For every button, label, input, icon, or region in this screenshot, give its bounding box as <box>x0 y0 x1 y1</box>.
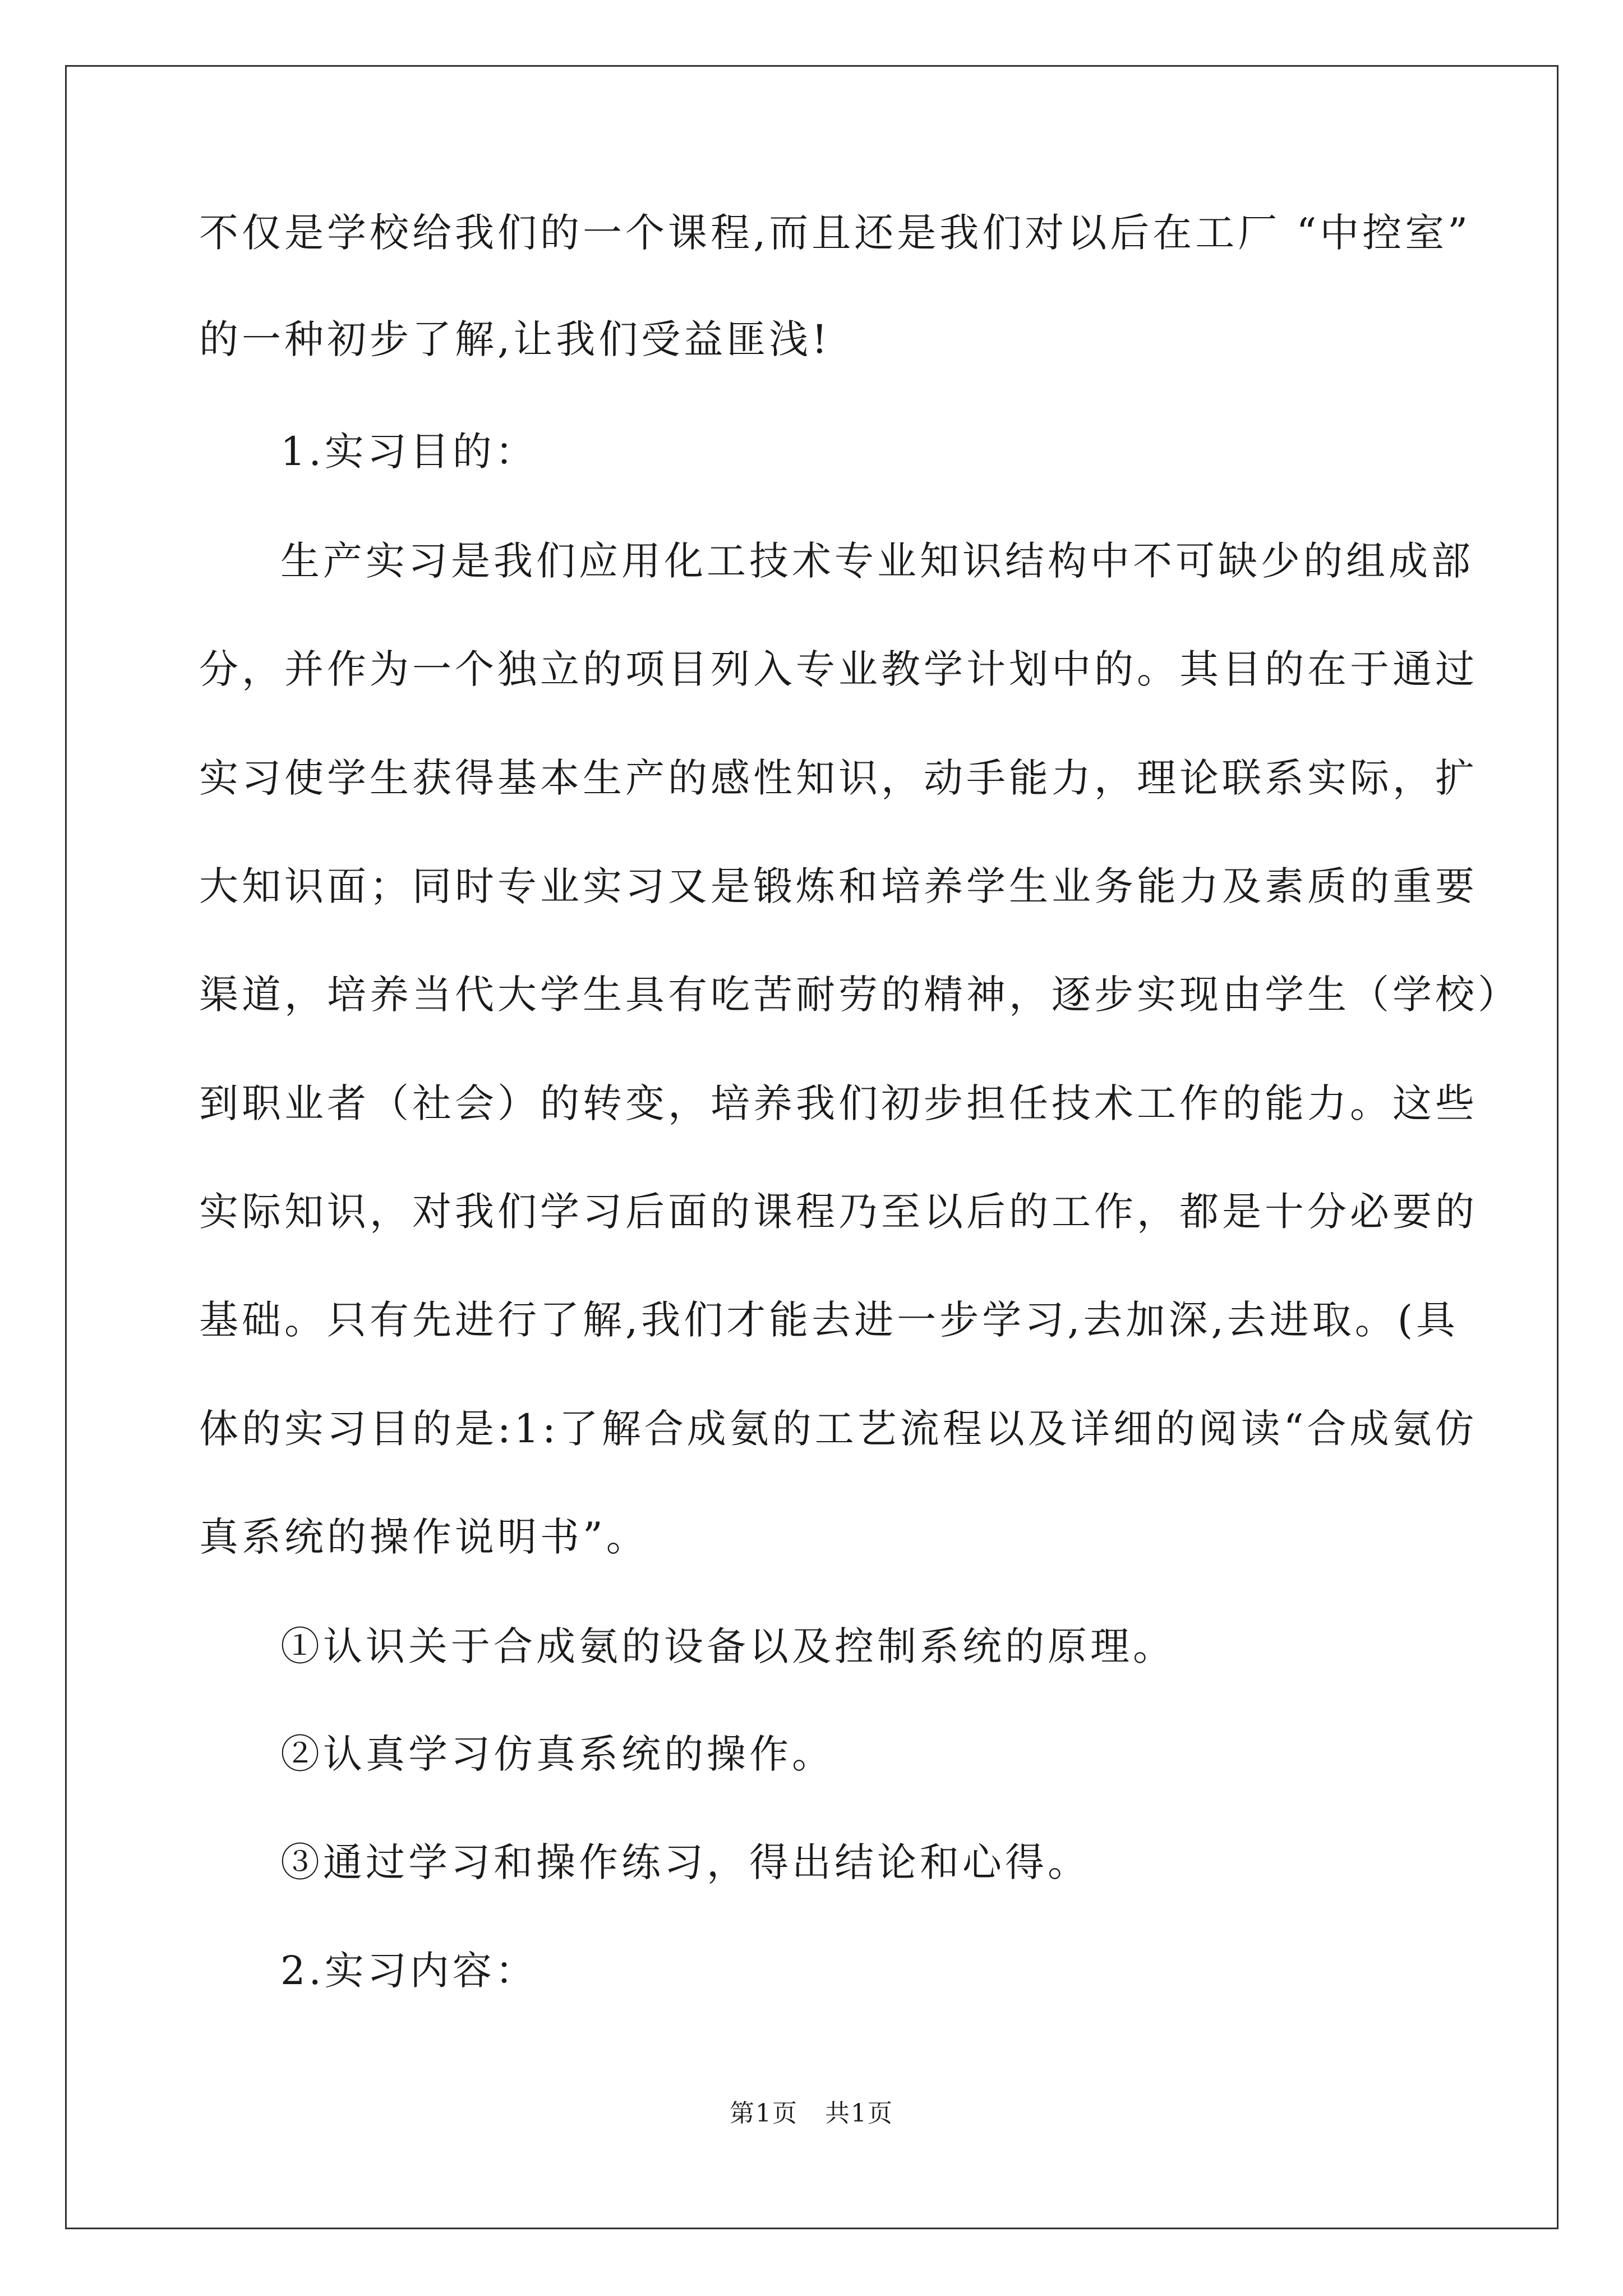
text-line-8: 渠道，培养当代大学生具有吃苦耐劳的精神，逐步实现由学生（学校） <box>199 972 1520 1018</box>
text-line-10: 实际知识，对我们学习后面的课程乃至以后的工作，都是十分必要的 <box>199 1189 1478 1235</box>
text-line-13: 真系统的操作说明书”。 <box>199 1514 649 1560</box>
list-item-2: ②认真学习仿真系统的操作。 <box>280 1731 834 1777</box>
text-line-9: 到职业者（社会）的转变，培养我们初步担任技术工作的能力。这些 <box>199 1080 1478 1126</box>
text-line-12: 体的实习目的是:1:了解合成氨的工艺流程以及详细的阅读“合成氨仿 <box>199 1406 1478 1452</box>
list-item-3: ③通过学习和操作练习，得出结论和心得。 <box>280 1839 1090 1885</box>
page-number-footer: 第1页 共1页 <box>730 2099 893 2128</box>
list-item-1: ①认识关于合成氨的设备以及控制系统的原理。 <box>280 1623 1175 1669</box>
text-line-7: 大知识面；同时专业实习又是锻炼和培养学生业务能力及素质的重要 <box>199 863 1478 909</box>
page-border <box>65 65 1559 2229</box>
section-heading-content: 2.实习内容： <box>280 1948 538 1994</box>
text-line-4: 生产实习是我们应用化工技术专业知识结构中不可缺少的组成部 <box>280 538 1474 584</box>
text-line-6: 实习使学生获得基本生产的感性知识，动手能力，理论联系实际，扩 <box>199 755 1478 801</box>
text-line-2: 的一种初步了解,让我们受益匪浅! <box>199 316 831 362</box>
text-line-5: 分，并作为一个独立的项目列入专业教学计划中的。其目的在于通过 <box>199 646 1478 692</box>
text-line-1: 不仅是学校给我们的一个课程,而且还是我们对以后在工厂 “中控室” <box>199 210 1472 256</box>
text-line-11: 基础。只有先进行了解,我们才能去进一步学习,去加深,去进取。(具 <box>199 1297 1459 1343</box>
section-heading-purpose: 1.实习目的： <box>280 429 538 475</box>
